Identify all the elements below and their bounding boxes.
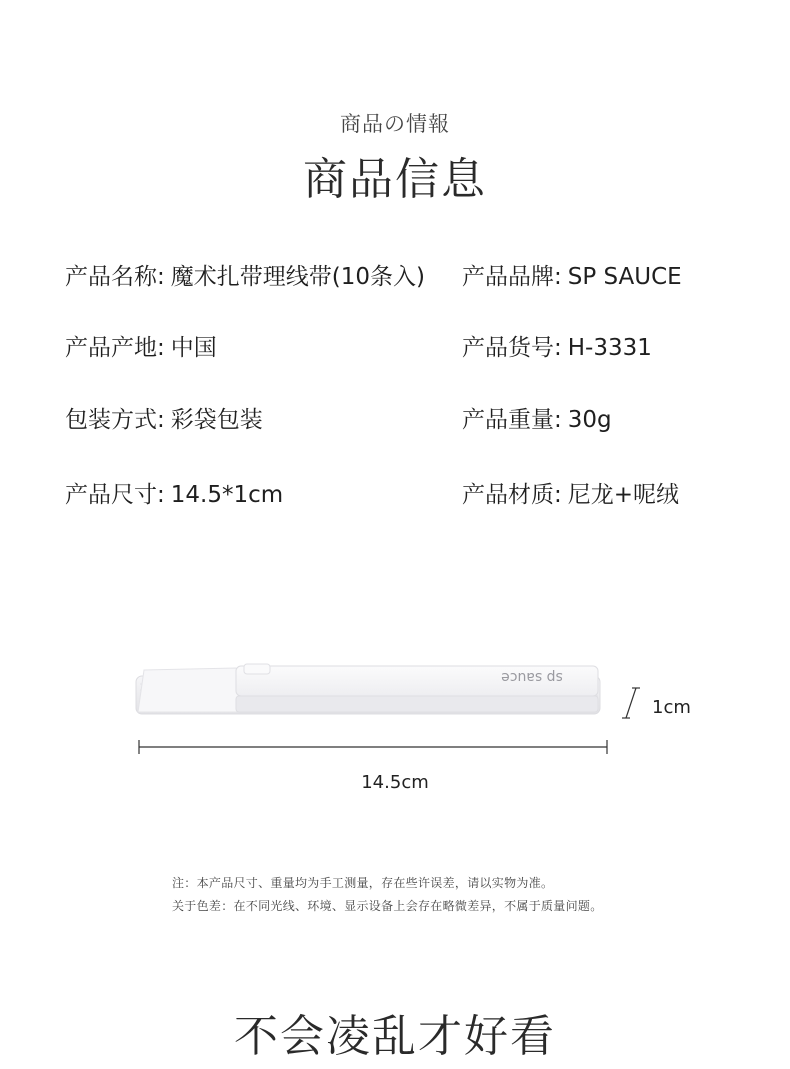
spec-label: 产品材质 [462, 482, 554, 508]
spec-value: 尼龙+呢绒 [567, 482, 680, 508]
spec-item-number [462, 333, 652, 363]
spec-separator: : [554, 335, 562, 361]
spec-weight [462, 405, 612, 435]
spec-value: H-3331 [567, 335, 652, 361]
spec-value: 彩袋包装 [170, 407, 263, 433]
spec-separator: : [554, 482, 562, 508]
product-image [0, 640, 790, 820]
spec-value: 魔术扎带理线带(10条入) [170, 264, 425, 290]
spec-value: 中国 [170, 335, 217, 361]
length-dimension-line [139, 740, 607, 754]
spec-label: 产品重量 [462, 407, 554, 433]
spec-label: 产品名称 [65, 264, 157, 290]
spec-label: 产品品牌 [462, 264, 554, 290]
spec-value: 30g [567, 407, 612, 433]
spec-separator: : [554, 264, 562, 290]
spec-product-name [65, 262, 425, 292]
spec-value: 14.5*1cm [170, 482, 284, 508]
spec-material [462, 480, 679, 510]
note-measurement: 注：本产品尺寸、重量均为手工测量，存在些许误差，请以实物为准。 [172, 876, 554, 890]
brand-print: sp sauce [501, 669, 563, 685]
spec-label: 产品货号 [462, 335, 554, 361]
width-label: 1cm [652, 697, 691, 718]
spec-separator: : [157, 264, 165, 290]
note-color-difference: 关于色差：在不同光线、环境、显示设备上会存在略微差异，不属于质量问题。 [172, 899, 603, 913]
spec-separator: : [157, 407, 165, 433]
spec-origin [65, 333, 217, 363]
section-subtitle: 商品の情報 [340, 112, 450, 136]
length-label: 14.5cm [361, 772, 429, 793]
section-title: 商品信息 [303, 154, 487, 205]
spec-separator: : [157, 482, 165, 508]
spec-brand [462, 262, 682, 292]
spec-label: 产品尺寸 [65, 482, 157, 508]
spec-packaging [65, 405, 263, 435]
width-indicator [622, 688, 640, 718]
spec-size [65, 480, 283, 510]
spec-label: 产品产地 [65, 335, 157, 361]
slogan-heading: 不会凌乱才好看 [234, 1011, 556, 1062]
spec-separator: : [157, 335, 165, 361]
spec-value: SP SAUCE [567, 264, 682, 290]
spec-label: 包装方式 [65, 407, 157, 433]
spec-separator: : [554, 407, 562, 433]
